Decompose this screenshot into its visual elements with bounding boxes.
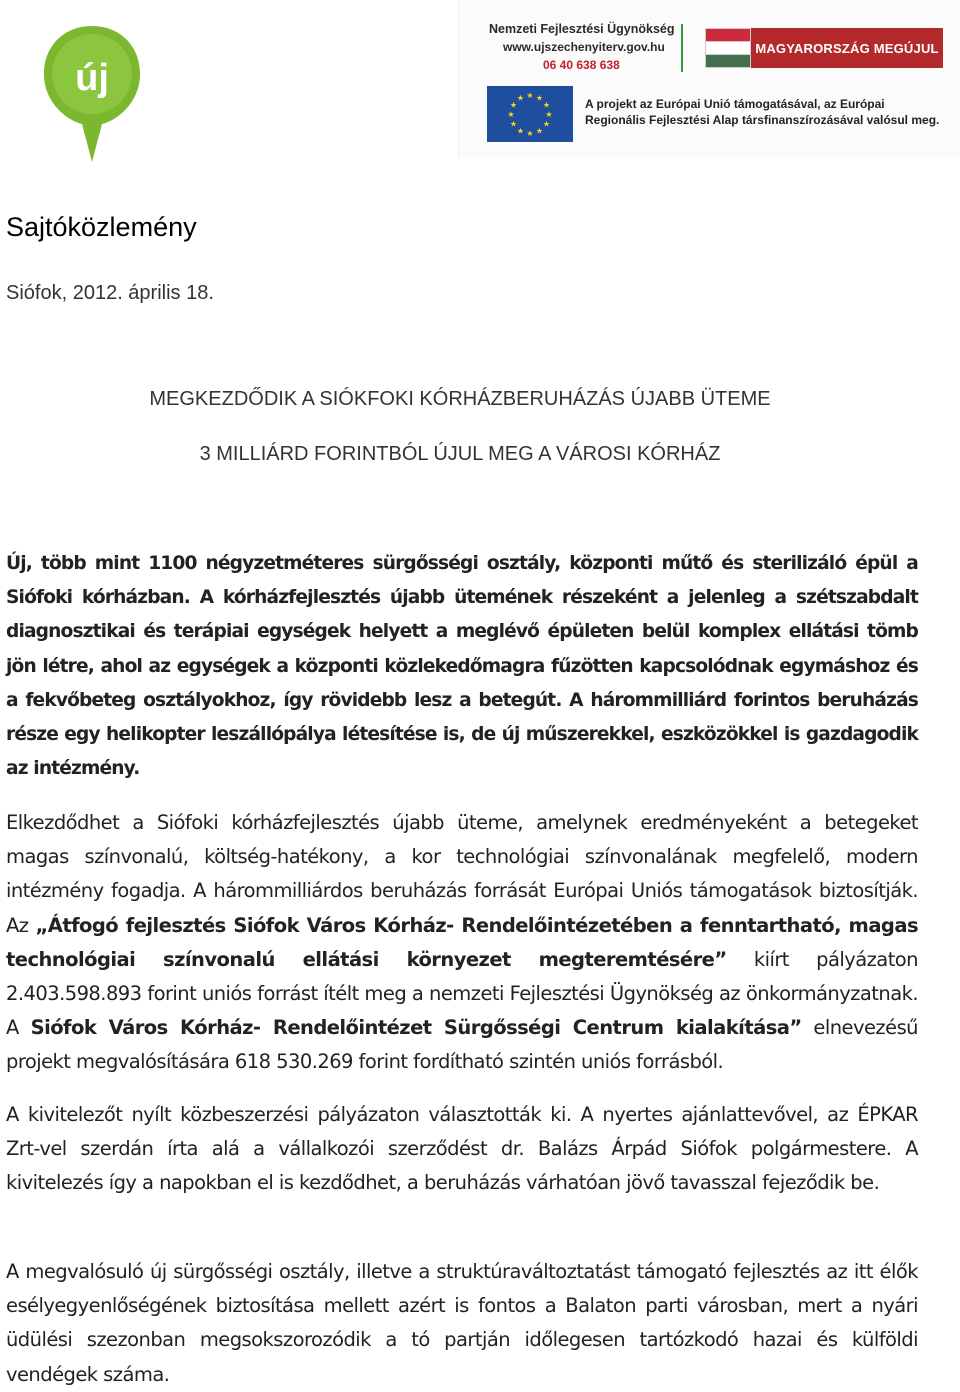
- agency-url: www.ujszechenyiterv.gov.hu: [503, 40, 665, 54]
- svg-text:★: ★: [516, 126, 525, 136]
- eu-funding-line-2: Regionális Fejlesztési Alap társfinanszírozásával valósul meg.: [585, 113, 940, 127]
- svg-text:★: ★: [526, 91, 534, 100]
- paragraph-text: kiírt pályázaton 2.403.598.893 forint uniós forrást ítélt meg a nemzeti Fejlesztési Ügynökség az önkormányzatnak. A: [6, 947, 918, 1040]
- eu-funding-line-1: A projekt az Európai Unió támogatásával, az Európai: [585, 97, 885, 111]
- paragraph-text: Elkezdődhet a Siófoki kórházfejlesztés újabb üteme, amelynek eredményeként a betegeket magas színvonalú, költség-hatékony, a kor technológiai színvonalának megfelelő, modern intézmény fogadja. A hárommilliárdos beruházás forrását Európai Uniós támogatások biztosítják. Az: [6, 811, 918, 937]
- svg-text:★: ★: [507, 110, 515, 119]
- lead-paragraph: Új, több mint 1100 négyzetméteres sürgősségi osztály, központi műtő és sterilizáló épül a Siófoki kórházban. A kórházfejlesztés újabb ütemének részeként a jelenleg a szétszabdalt diagnosztikai és terápiai egységek helyett a meglévő épületen belül komplex ellátási tömb jön létre, ahol az egységek a központi közlekedőmagra fűzötten kapcsolódnak egymáshoz és a fekvőbeteg osztályokhoz, így rövidebb lesz a betegút. A hárommilliárd forintos beruházás része egy helikopter leszállópálya létesítése is, de új műszerekkel, eszközökkel is gazdagodik az intézmény.: [6, 553, 918, 780]
- funding-logos: [458, 0, 960, 158]
- eu-flag-icon: [487, 86, 573, 142]
- paragraph-text: elnevezésű projekt megvalósítására 618 530.269 forint fordítható szintén uniós forrásból.: [6, 1016, 918, 1074]
- svg-text:★: ★: [516, 93, 525, 103]
- svg-text:★: ★: [535, 93, 544, 103]
- header-divider: [681, 24, 683, 72]
- agency-name: Nemzeti Fejlesztési Ügynökség: [489, 22, 675, 36]
- project-title-1: „Átfogó fejlesztés Siófok Város Kórház- Rendelőintézetében a fenntartható, magas technológiai színvonalú ellátási környezet megteremtésére”: [6, 913, 919, 971]
- body-paragraph-contractor: A kivitelezőt nyílt közbeszerzési pályázaton választották ki. A nyertes ajánlattevővel, az ÉPKAR Zrt-vel szerdán írta alá a vállalkozói szerződést dr. Balázs Árpád Siófok polgármestere. A kivitelezés így a napokban el is kezdődhet, a beruházás várhatóan jövő tavasszal fejeződik be.: [6, 1103, 918, 1195]
- magyarorszag-megujul-banner: MAGYARORSZÁG MEGÚJUL: [751, 28, 943, 68]
- body-paragraph-closing: A megvalósuló új sürgősségi osztály, illetve a struktúraváltoztatást támogató fejlesztés az itt élők esélyegyenlőségének biztosítása mellett azért is fontos a Balaton parti városban, mert a nyári üdülési szezonban megsokszorozódik a tó partján időlegesen tartózkodó hazai és külföldi vendégek száma.: [6, 1260, 918, 1386]
- svg-text:★: ★: [535, 126, 544, 136]
- svg-text:★: ★: [542, 119, 551, 129]
- uj-logo-text: új: [75, 57, 109, 99]
- project-title-2: Siófok Város Kórház- Rendelőintézet Sürgősségi Centrum kialakítása”: [30, 1016, 802, 1040]
- svg-text:★: ★: [542, 100, 551, 110]
- dateline: Siófok, 2012. április 18.: [6, 282, 214, 304]
- headline-primary: MEGKEZDŐDIK A SIÓKFOKI KÓRHÁZBERUHÁZÁS ÚJABB ÜTEME: [149, 388, 771, 410]
- svg-text:★: ★: [545, 110, 553, 119]
- body-paragraph-funding: [6, 806, 918, 1080]
- svg-text:★: ★: [526, 129, 534, 138]
- eu-funding-note: [585, 96, 955, 128]
- document-title: Sajtóközlemény: [6, 212, 197, 242]
- hungarian-flag-icon: [705, 28, 751, 68]
- svg-text:★: ★: [509, 100, 518, 110]
- uj-logo: [40, 24, 145, 164]
- svg-text:★: ★: [509, 119, 518, 129]
- agency-phone: 06 40 638 638: [543, 58, 620, 72]
- headline-secondary: 3 MILLIÁRD FORINTBÓL ÚJUL MEG A VÁROSI KÓRHÁZ: [199, 443, 721, 465]
